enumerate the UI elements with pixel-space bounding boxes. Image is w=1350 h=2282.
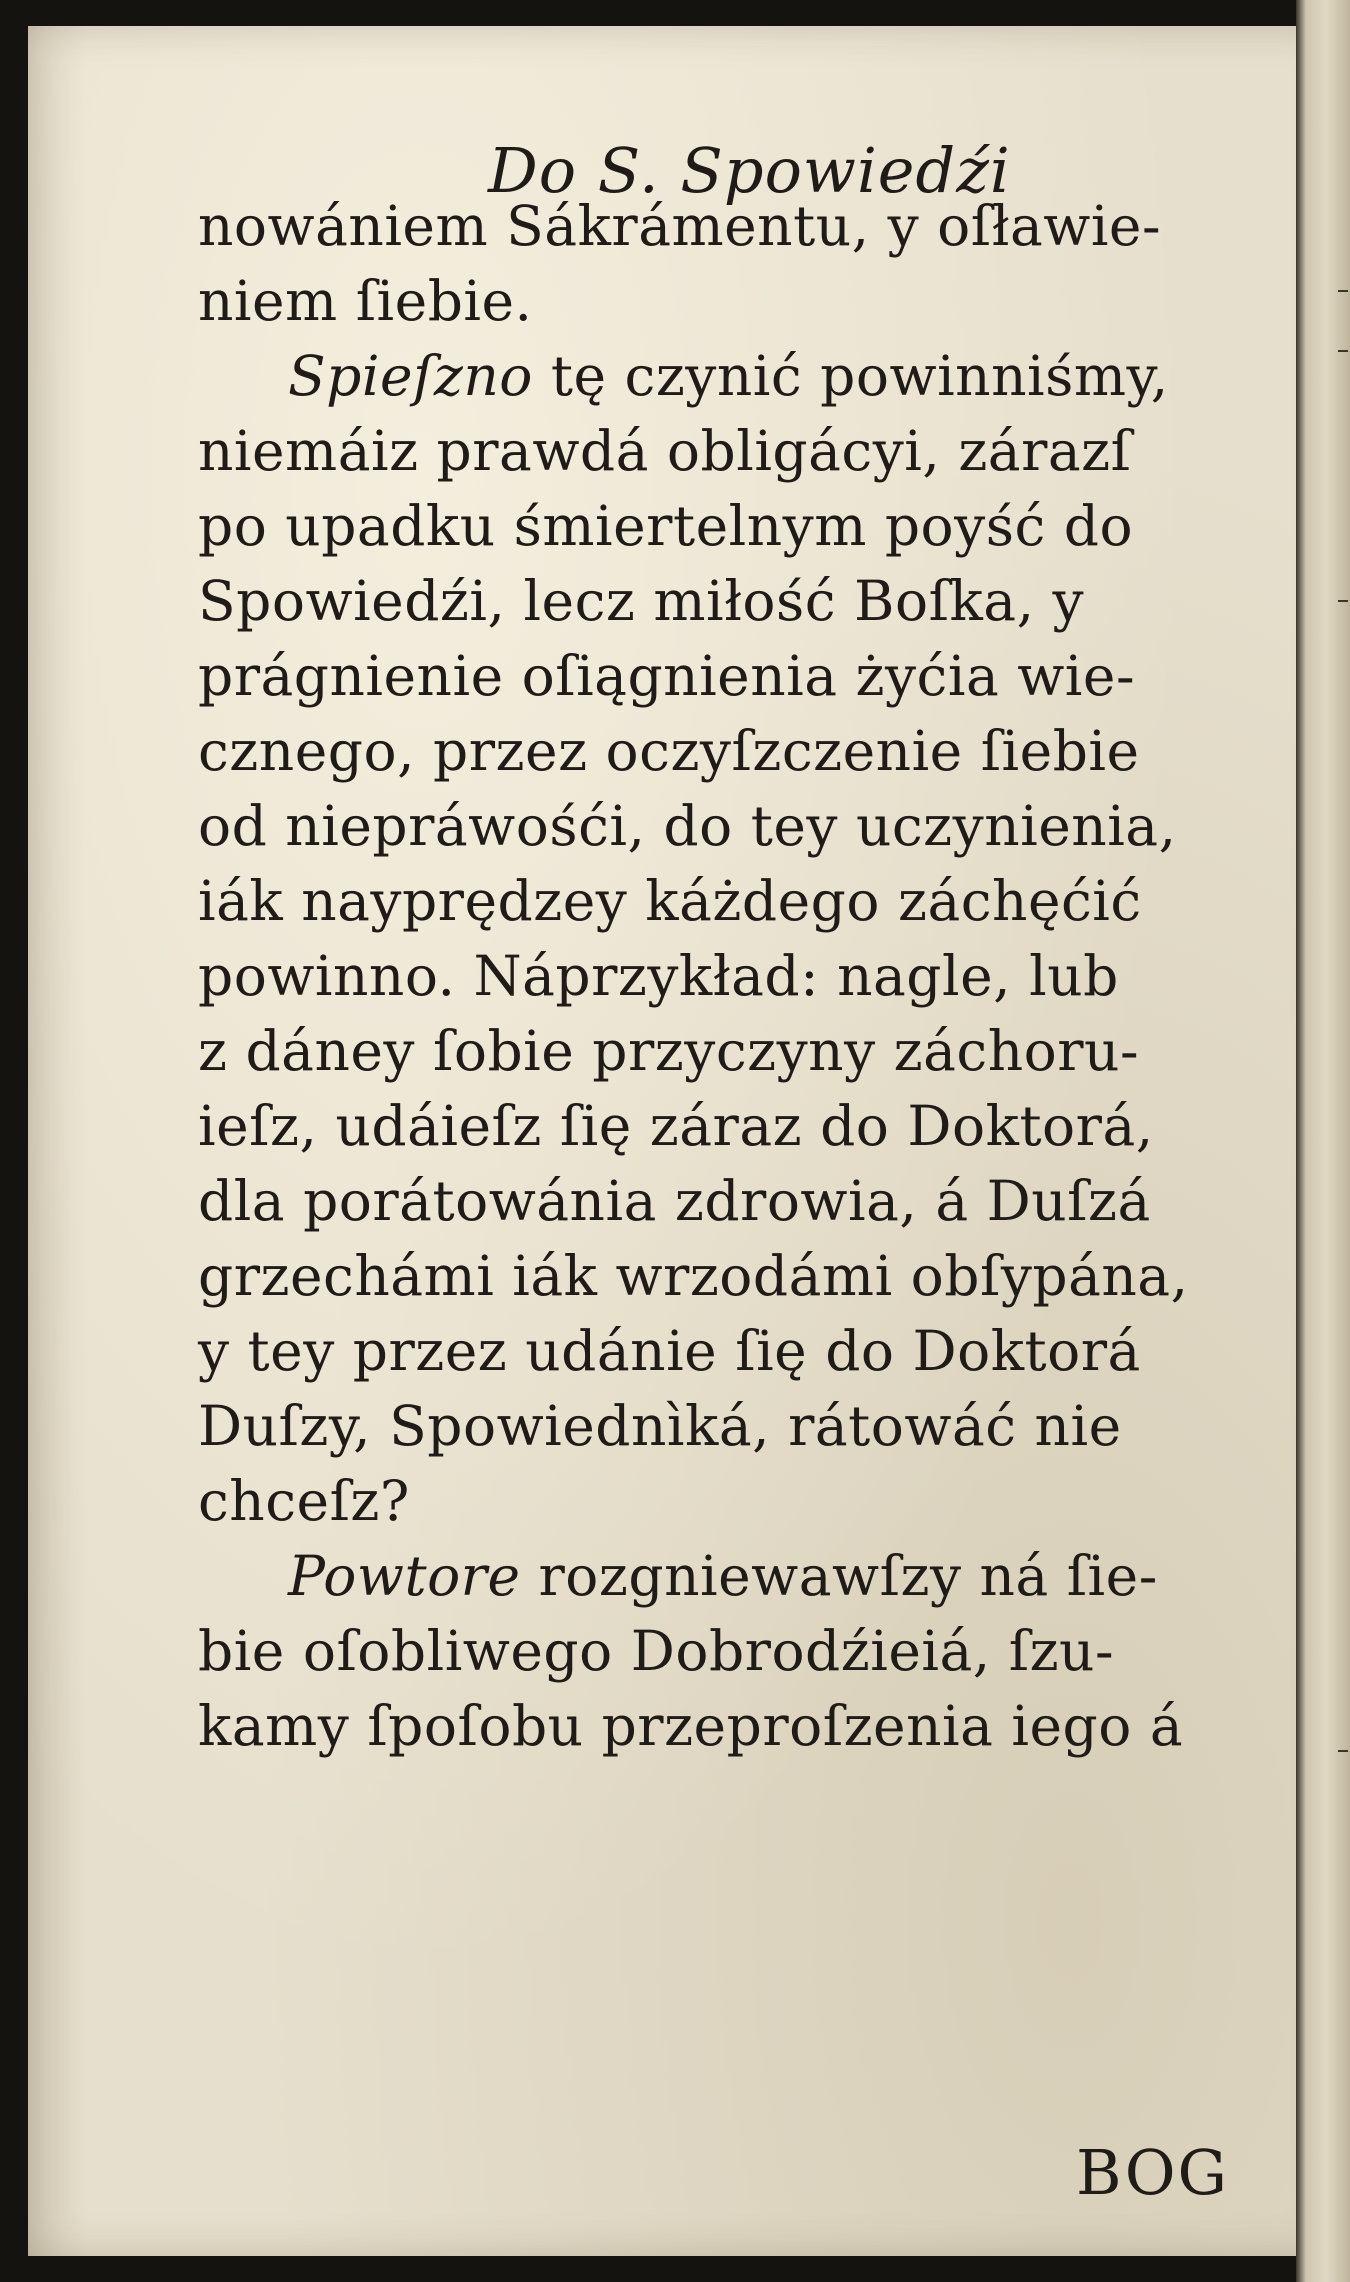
text-block [28, 26, 1332, 2256]
edge-mark [1338, 290, 1348, 292]
text-line: kamy ſpoſobu przeproſzenia iego á [198, 1694, 1184, 1758]
edge-mark [1338, 600, 1348, 602]
text-line: prágnienie oſiągnienia żyćia wie- [198, 644, 1136, 708]
text-line: dla porátowánia zdrowia, á Duſzá [198, 1169, 1151, 1233]
edge-mark [1338, 1750, 1348, 1752]
text-line: Spowiedźi, lecz miłość Boſka, y [198, 569, 1085, 633]
text-line [288, 1544, 1158, 1608]
text-line: iák nayprędzey káżdego záchęćić [198, 869, 1142, 933]
catchword: BOG [1076, 2136, 1230, 2209]
text-line: z dáney ſobie przyczyny záchoru- [198, 1019, 1140, 1083]
text-line: od niepráwośći, do tey uczynienia, [198, 794, 1177, 858]
text-line [288, 344, 1169, 408]
line-text: rozgniewawſzy ná ſie- [520, 1544, 1158, 1608]
text-line: ieſz, udáieſz ſię záraz do Doktorá, [198, 1094, 1154, 1158]
edge-mark [1338, 350, 1348, 352]
text-line: bie oſobliwego Dobrodźieiá, ſzu- [198, 1619, 1115, 1683]
text-line: niemáiz prawdá obligácyi, zárazſ [198, 419, 1132, 483]
text-line: y tey przez udánie ſię do Doktorá [198, 1319, 1141, 1383]
text-line: powinno. Náprzykład: nagle, lub [198, 944, 1119, 1008]
text-line: nowániem Sákrámentu, y oſławie- [198, 194, 1162, 258]
binding-gutter [1296, 0, 1350, 2282]
text-line: Duſzy, Spowiednìká, rátowáć nie [198, 1394, 1122, 1458]
text-line: chceſz? [198, 1469, 410, 1533]
text-line: cznego, przez oczyſzczenie ſiebie [198, 719, 1140, 783]
running-header: Do S. Spowiedźi [488, 134, 1011, 207]
paragraph-lead-word: Spieſzno [288, 344, 533, 408]
text-line: niem ſiebie. [198, 269, 533, 333]
paragraph-lead-word: Powtore [288, 1544, 521, 1608]
line-text: tę czynić powinniśmy, [532, 344, 1169, 408]
text-line: grzechámi iák wrzodámi obſypána, [198, 1244, 1189, 1308]
text-line: po upadku śmiertelnym poyść do [198, 494, 1134, 558]
paper-leaf [28, 26, 1332, 2256]
